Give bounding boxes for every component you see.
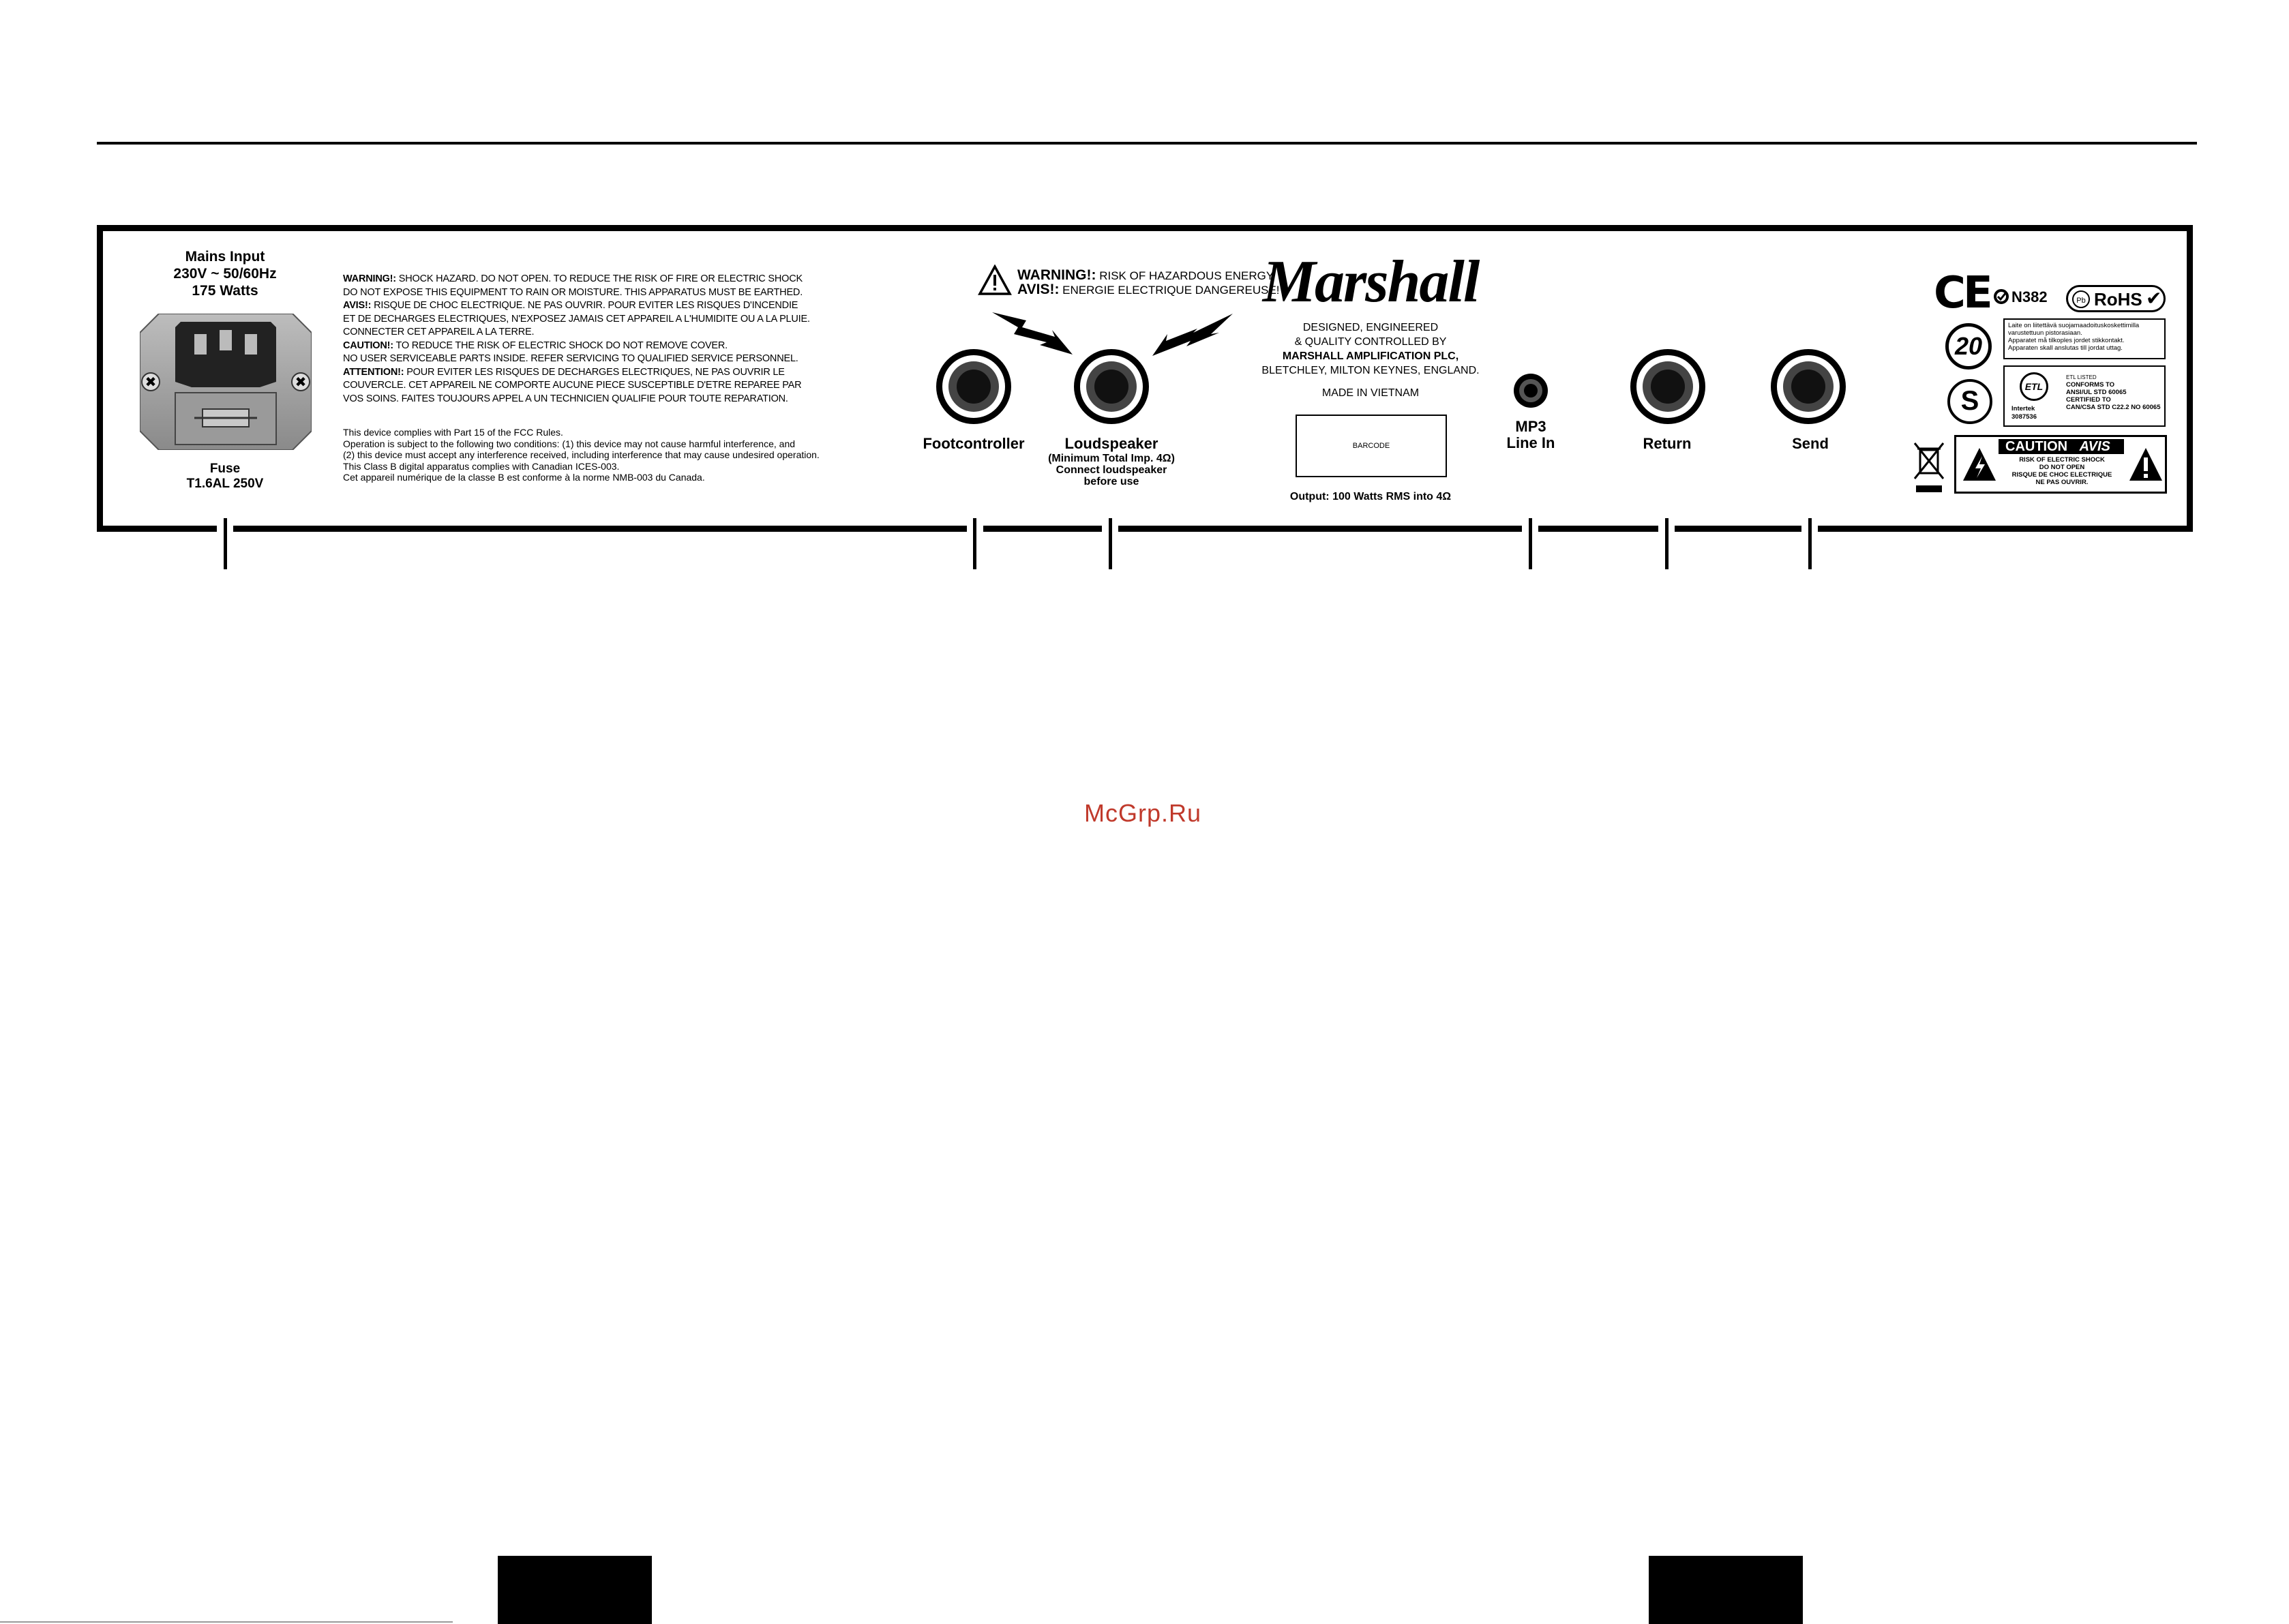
notice-line: varustettuun pistorasiaan. <box>2008 329 2082 337</box>
return-jack[interactable] <box>1630 349 1705 424</box>
caution-label-box <box>1954 435 2167 494</box>
top-divider <box>97 142 2197 145</box>
callout-footcontroller <box>973 518 976 569</box>
iec-inlet-socket[interactable] <box>140 314 312 450</box>
loudspeaker-label: Loudspeaker <box>1064 435 1158 452</box>
warning-line: ATTENTION!: POUR EVITER LES RISQUES DE DECHARGES ELECTRIQUES, NE PAS OUVRIR LE <box>343 366 785 378</box>
weee-bin-icon <box>1913 440 1945 495</box>
loudspeaker-jack[interactable] <box>1074 349 1149 424</box>
fuse-label <box>143 462 307 492</box>
address-line: BLETCHLEY, MILTON KEYNES, ENGLAND. <box>1261 365 1480 376</box>
etl-line: ANSI/UL STD 60065 <box>2066 389 2127 396</box>
etl-listing-box <box>2003 365 2166 427</box>
etl-line: ETL LISTED <box>2066 374 2097 380</box>
callout-send <box>1808 518 1812 569</box>
barcode-label: BARCODE <box>1352 442 1390 450</box>
line-in-label: Line In <box>1506 434 1555 451</box>
svg-text:✖: ✖ <box>145 374 157 390</box>
svg-text:✖: ✖ <box>295 374 307 390</box>
etl-mark-icon: ETL <box>2020 372 2048 401</box>
callout-mains <box>224 518 227 569</box>
n382-label: N382 <box>2011 288 2048 305</box>
loudspeaker-before-use: before use <box>1083 476 1139 487</box>
warning-line: DO NOT EXPOSE THIS EQUIPMENT TO RAIN OR MOISTURE. THIS APPARATUS MUST BE EARTHED. <box>343 286 803 298</box>
fuse-rating: T1.6AL 250V <box>186 477 264 491</box>
send-label: Send <box>1792 435 1829 452</box>
warning-line: WARNING!: SHOCK HAZARD. DO NOT OPEN. TO REDUCE THE RISK OF FIRE OR ELECTRIC SHOCK <box>343 273 803 284</box>
earthing-notice-box <box>2003 318 2166 359</box>
avis-text: AVIS <box>2079 439 2110 454</box>
mains-title: Mains Input <box>185 249 265 265</box>
pb-free-icon: Pb <box>2072 290 2090 308</box>
warning-line: COUVERCLE. CET APPAREIL NE COMPORTE AUCUNE PIECE SUSCEPTIBLE D'ETRE REPAREE PAR <box>343 380 802 391</box>
mains-voltage: 230V ~ 50/60Hz <box>173 266 277 282</box>
designed-line: DESIGNED, ENGINEERED <box>1302 322 1439 333</box>
intertek-label: Intertek <box>2011 405 2035 412</box>
manufacturer-info <box>1227 320 1514 378</box>
rohs-badge <box>2066 285 2166 312</box>
hazard-triangle-icon <box>978 265 1012 296</box>
check-icon: ✔ <box>2146 287 2162 310</box>
lightning-bolt-left-icon <box>992 307 1074 358</box>
page-tab-left <box>498 1556 652 1624</box>
notice-line: Apparaten skall anslutas till jordat uttag. <box>2008 344 2123 352</box>
footcontroller-label: Footcontroller <box>923 435 1025 452</box>
callout-loudspeaker <box>1109 518 1112 569</box>
warning-line: NO USER SERVICEABLE PARTS INSIDE. REFER SERVICING TO QUALIFIED SERVICE PERSONNEL. <box>343 353 798 364</box>
warning-line: CAUTION!: TO REDUCE THE RISK OF ELECTRIC SHOCK DO NOT REMOVE COVER. <box>343 340 728 351</box>
mp3-label: MP3 <box>1515 418 1546 435</box>
warning-line: VOS SOINS. FAITES TOUJOURS APPEL A UN TECHNICIEN QUALIFIE POUR TOUTE REPARATION. <box>343 393 788 404</box>
caution-text: CAUTION <box>2005 439 2068 454</box>
caution-banner <box>1999 439 2124 454</box>
fcc-line: Cet appareil numérique de la classe B est conforme à la norme NMB-003 du Canada. <box>343 472 705 483</box>
watermark-text: McGrp.Ru <box>1084 799 1202 827</box>
fcc-line: (2) this device must accept any interference received, including interference that may cause undesired operation. <box>343 449 820 460</box>
mp3-line-in-label <box>1480 419 1582 451</box>
caution-line: RISQUE DE CHOC ELECTRIQUE <box>2011 471 2112 479</box>
send-jack[interactable] <box>1771 349 1846 424</box>
caution-lines <box>1997 456 2127 486</box>
bottom-edge-line <box>0 1621 453 1623</box>
page-tab-right <box>1649 1556 1803 1624</box>
callout-return <box>1665 518 1669 569</box>
20-year-epup-icon <box>1945 323 1992 370</box>
mains-watts: 175 Watts <box>192 283 258 299</box>
loudspeaker-note <box>1023 453 1200 487</box>
s-mark-icon: S <box>1947 379 1992 424</box>
electric-shock-triangle-icon <box>1962 447 1997 483</box>
barcode-box <box>1296 415 1447 477</box>
warning-line: CONNECTER CET APPAREIL A LA TERRE. <box>343 327 535 337</box>
warning-line: AVIS!: RISQUE DE CHOC ELECTRIQUE. NE PAS OUVRIR. POUR EVITER LES RISQUES D'INCENDIE <box>343 300 798 311</box>
company-line: MARSHALL AMPLIFICATION PLC, <box>1282 350 1459 362</box>
fcc-compliance-text <box>343 427 861 483</box>
caution-line: RISK OF ELECTRIC SHOCK <box>2019 456 2105 464</box>
warning-line: ET DE DECHARGES ELECTRIQUES, N'EXPOSEZ JAMAIS CET APPAREIL A L'HUMIDITE OU A LA PLUIE. <box>343 313 810 325</box>
epup-number: 20 <box>1954 332 1983 360</box>
footcontroller-jack[interactable] <box>936 349 1011 424</box>
loudspeaker-connect: Connect loudspeaker <box>1056 464 1167 476</box>
etl-line: CAN/CSA STD C22.2 NO 60065 <box>2066 404 2161 411</box>
fuse-title: Fuse <box>209 462 241 476</box>
fcc-line: Operation is subject to the following two conditions: (1) this device may not cause harmful interference, and <box>343 438 796 449</box>
fcc-line: This Class B digital apparatus complies with Canadian ICES-003. <box>343 460 620 472</box>
mp3-line-in-jack[interactable] <box>1514 374 1548 408</box>
caution-line: NE PAS OUVRIR. <box>2035 479 2089 486</box>
lightning-bolt-right-icon <box>1152 314 1234 358</box>
hazard-energy-text: WARNING!: RISK OF HAZARDOUS ENERGY AVIS!: ENERGIE ELECTRIQUE DANGEREUSE! <box>1017 267 1280 297</box>
quality-line: & QUALITY CONTROLLED BY <box>1294 336 1447 348</box>
rohs-label: RoHS <box>2094 289 2142 310</box>
safety-warning-text <box>343 273 834 406</box>
return-label: Return <box>1643 435 1692 452</box>
notice-line: Laite on liitettävä suojamaadoituskoskettimilla <box>2008 322 2140 329</box>
etl-line: CERTIFIED TO <box>2066 396 2111 404</box>
fcc-line: This device complies with Part 15 of the FCC Rules. <box>343 427 563 438</box>
mains-input-label <box>143 248 307 299</box>
notice-line: Apparatet må tilkoples jordet stikkontakt. <box>2008 337 2125 344</box>
output-rating: Output: 100 Watts RMS into 4Ω <box>1289 491 1452 502</box>
marshall-logo: Marshall <box>1262 249 1479 315</box>
made-in-label: MADE IN VIETNAM <box>1321 387 1420 399</box>
caution-line: DO NOT OPEN <box>2039 464 2085 471</box>
intertek-number: 3087536 <box>2011 413 2037 421</box>
exclamation-triangle-icon <box>2128 447 2164 483</box>
loudspeaker-impedance: (Minimum Total Imp. 4Ω) <box>1048 453 1175 464</box>
c-tick-icon <box>1994 289 2009 304</box>
ce-mark-icon: CE <box>1934 268 1990 318</box>
etl-line: CONFORMS TO <box>2066 381 2115 389</box>
callout-mp3 <box>1529 518 1532 569</box>
